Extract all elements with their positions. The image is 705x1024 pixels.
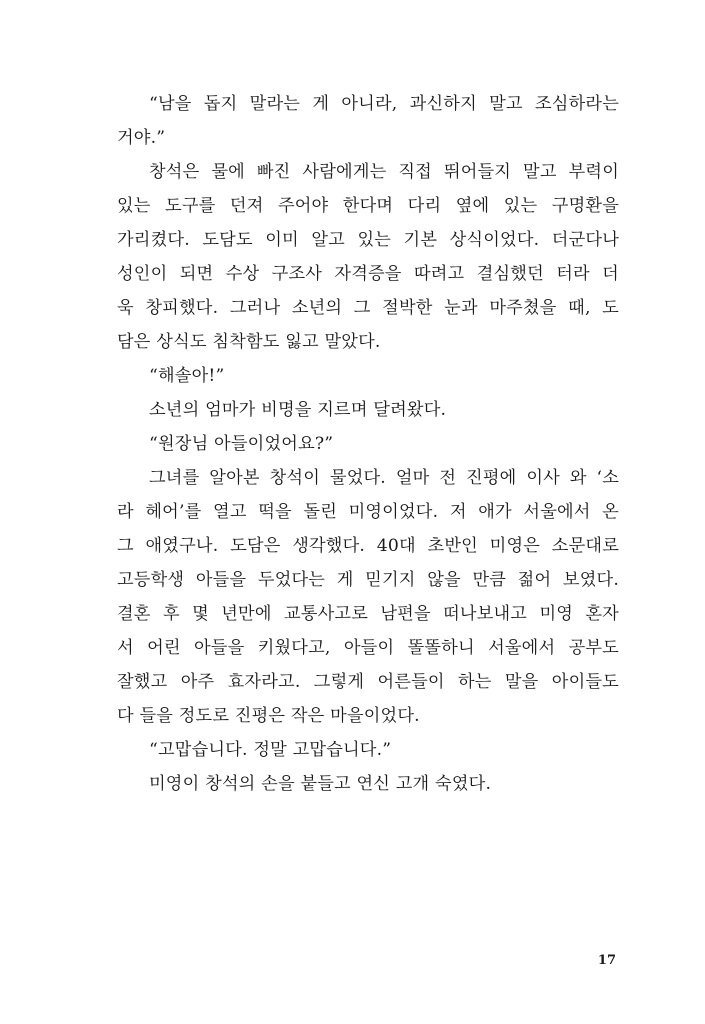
text-line: 거야.”: [117, 128, 166, 148]
text-line: “고맙습니다. 정말 고맙습니다.”: [149, 740, 392, 760]
text-line: 고등학생 아들을 두었다는 게 믿기지 않을 만큼 젊어 보였다.: [117, 570, 619, 590]
text-line: “남을 돕지 말라는 게 아니라, 과신하지 말고 조심하라는: [149, 94, 619, 114]
body-text: [117, 92, 619, 806]
text-line: 가리켰다. 도담도 이미 알고 있는 기본 상식이었다. 더군다나: [117, 230, 619, 250]
text-line: 있는 도구를 던져 주어야 한다며 다리 옆에 있는 구명환을: [117, 196, 619, 216]
text-line: 미영이 창석의 손을 붙들고 연신 고개 숙였다.: [149, 774, 492, 794]
page-number: 17: [597, 953, 616, 968]
text-line: 소년의 엄마가 비명을 지르며 달려왔다.: [149, 400, 447, 420]
text-line: 그녀를 알아본 창석이 물었다. 얼마 전 진평에 이사 와 ‘소: [149, 468, 619, 488]
text-line: 결혼 후 몇 년만에 교통사고로 남편을 떠나보내고 미영 혼자: [117, 604, 619, 624]
text-line: 욱 창피했다. 그러나 소년의 그 절박한 눈과 마주쳤을 때, 도: [117, 298, 619, 318]
text-line: 라 헤어’를 열고 떡을 돌린 미영이었다. 저 애가 서울에서 온: [117, 502, 619, 522]
text-line: 그 애였구나. 도담은 생각했다. 40대 초반인 미영은 소문대로: [117, 536, 619, 556]
text-line: 창석은 물에 빠진 사람에게는 직접 뛰어들지 말고 부력이: [149, 162, 619, 182]
text-line: 성인이 되면 수상 구조사 자격증을 따려고 결심했던 터라 더: [117, 264, 619, 284]
text-line: 잘했고 아주 효자라고. 그렇게 어른들이 하는 말을 아이들도: [117, 672, 619, 692]
text-line: 담은 상식도 침착함도 잃고 말았다.: [117, 332, 381, 352]
text-line: “원장님 아들이었어요?”: [149, 434, 334, 454]
text-line: “해솔아!”: [149, 366, 225, 386]
text-line: 서 어린 아들을 키웠다고, 아들이 똘똘하니 서울에서 공부도: [117, 638, 619, 658]
text-line: 다 들을 정도로 진평은 작은 마을이었다.: [117, 706, 420, 726]
